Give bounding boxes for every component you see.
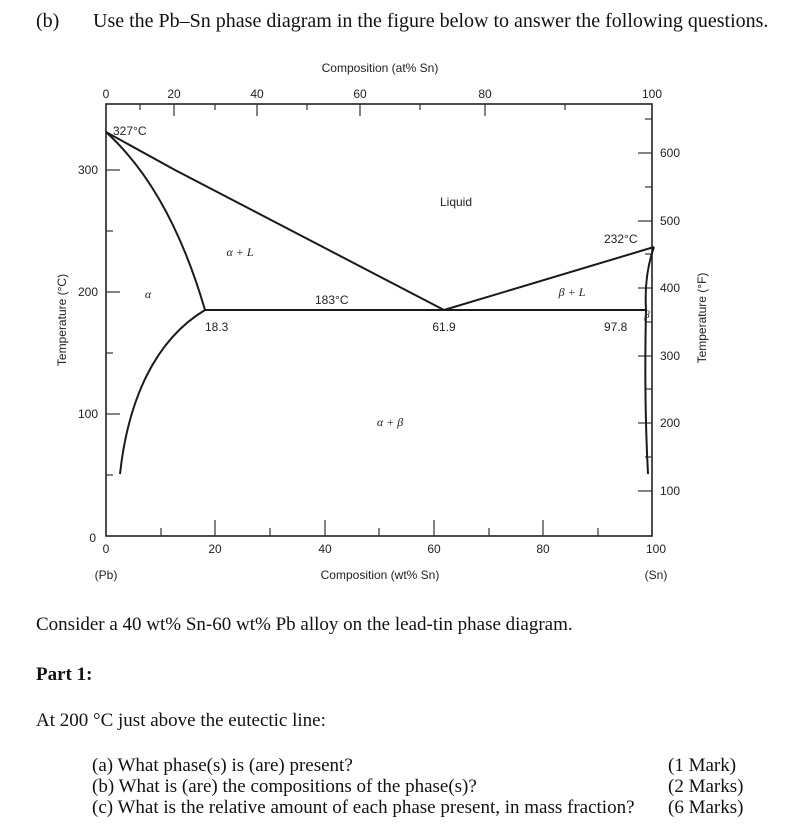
top-tick-60: 60 [353,87,367,101]
left-tick-200: 200 [77,285,98,299]
sn-melt-label: 232°C [604,232,638,246]
right-tick-400: 400 [660,281,681,295]
right-tick-300: 300 [660,349,681,363]
pb-melt-label: 327°C [113,124,147,138]
liquidus-left [106,132,444,310]
top-axis-title: Composition (at% Sn) [321,61,439,75]
pb-label: (Pb) [94,568,118,582]
question-item-c: (c) What is the relative amount of each phase present, in mass fraction? [92,797,635,818]
top-axis-ticks [106,104,652,116]
plot-frame [106,104,652,536]
question-prompt: Use the Pb–Sn phase diagram in the figure below to answer the following questions. [93,10,769,32]
question-label: (b) [36,10,60,32]
question-marks-c: (6 Marks) [668,797,744,818]
bottom-tick-80: 80 [536,542,550,556]
bottom-axis-ticks [161,520,598,536]
alloy-statement: Consider a 40 wt% Sn-60 wt% Pb alloy on the lead-tin phase diagram. [36,614,573,635]
right-axis-title: Temperature (°F) [695,272,709,364]
right-tick-100: 100 [660,484,681,498]
beta-l-label: β + L [558,285,586,299]
alpha-label: α [144,287,152,301]
top-tick-100: 100 [641,87,663,101]
top-tick-80: 80 [478,87,492,101]
alpha-limit-label: 18.3 [205,320,229,334]
bottom-tick-20: 20 [208,542,222,556]
bottom-axis-title: Composition (wt% Sn) [320,568,440,582]
sn-label: (Sn) [644,568,668,582]
question-marks-a: (1 Mark) [668,755,737,776]
bottom-tick-60: 60 [427,542,441,556]
bottom-tick-100: 100 [645,542,667,556]
top-tick-20: 20 [167,87,181,101]
beta-label: β [644,309,650,321]
alpha-beta-label: α + β [376,415,404,429]
part-title: Part 1: [36,664,93,685]
question-item-b: (b) What is (are) the compositions of the phase(s)? [92,776,477,797]
question-item-a: (a) What phase(s) is (are) present? [92,755,353,776]
left-tick-0: 0 [89,531,96,545]
eutectic-temp-label: 183°C [315,293,349,307]
right-tick-500: 500 [660,214,681,228]
left-tick-100: 100 [77,407,98,421]
right-tick-600: 600 [660,146,681,160]
left-axis-ticks [106,170,120,475]
bottom-tick-0: 0 [102,542,110,556]
left-tick-300: 300 [77,163,98,177]
solvus-alpha [120,310,205,474]
part-condition: At 200 °C just above the eutectic line: [36,710,326,731]
top-tick-40: 40 [250,87,264,101]
question-marks-b: (2 Marks) [668,776,744,797]
liquidus-right [444,247,654,310]
right-tick-200: 200 [660,416,681,430]
alpha-l-label: α + L [226,245,254,259]
eutectic-comp-label: 61.9 [432,320,456,334]
top-tick-0: 0 [102,87,110,101]
beta-limit-label: 97.8 [604,320,628,334]
bottom-tick-40: 40 [318,542,332,556]
solvus-beta [645,310,648,474]
left-axis-title: Temperature (°C) [55,273,69,367]
liquid-label: Liquid [439,195,473,209]
